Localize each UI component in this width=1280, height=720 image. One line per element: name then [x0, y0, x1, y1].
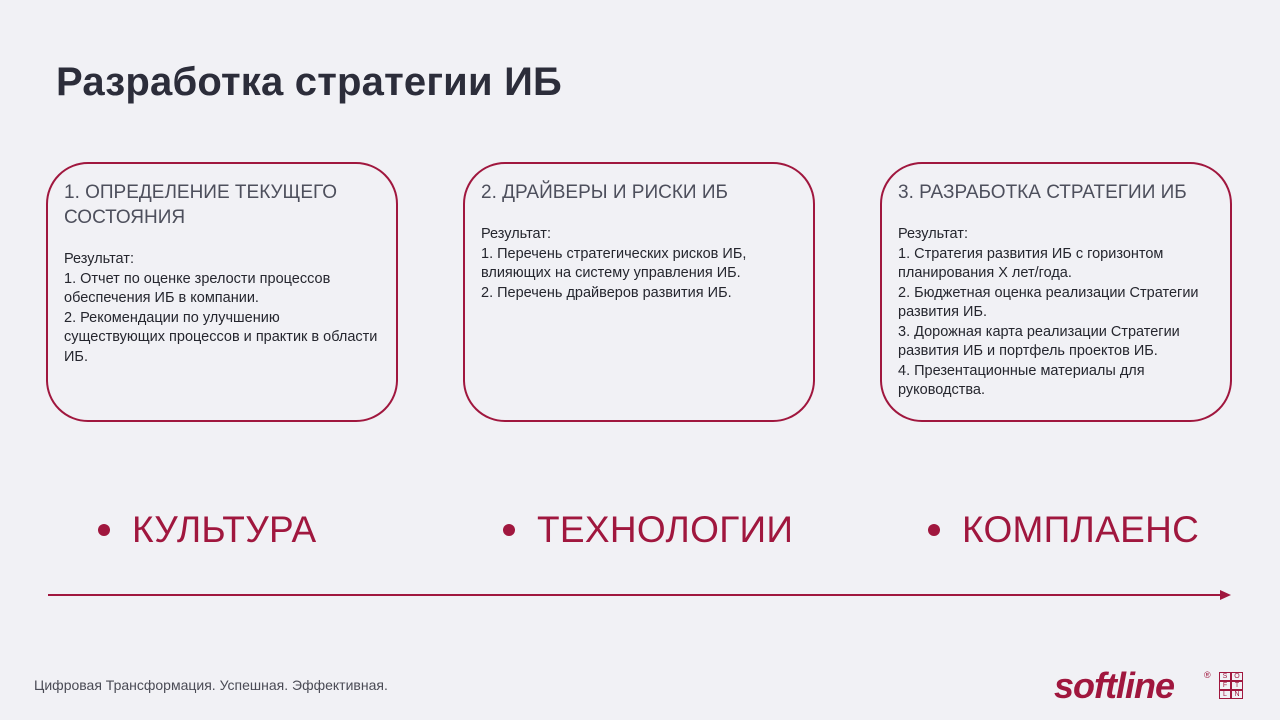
bullet-dot-icon [503, 524, 515, 536]
pillar-technologies [503, 506, 793, 554]
card-line: Результат: [481, 226, 551, 242]
stage-card-strategy-development [880, 162, 1232, 422]
logo-letter-box [1219, 672, 1243, 700]
pillar-compliance [928, 506, 1199, 554]
card-line: 1. Стратегия развития ИБ с горизонтом планирования X лет/года. [898, 245, 1164, 281]
pillar-label: ТЕХНОЛОГИИ [537, 509, 794, 550]
bullet-dot-icon [98, 524, 110, 536]
logo-box-letter: S [1219, 672, 1231, 681]
logo-box-letter: F [1219, 681, 1231, 690]
card-line: 2. Перечень драйверов развития ИБ. [481, 284, 732, 301]
card-heading: 3. РАЗРАБОТКА СТРАТЕГИИ ИБ [898, 182, 1187, 203]
pillar-label: КУЛЬТУРА [132, 509, 317, 550]
card-line: 1. Перечень стратегических рисков ИБ, влияющих на систему управления ИБ. [481, 245, 747, 281]
card-body [481, 225, 801, 303]
softline-logo [1054, 666, 1174, 706]
card-heading: 1. ОПРЕДЕЛЕНИЕ ТЕКУЩЕГО СОСТОЯНИЯ [64, 182, 338, 228]
timeline-line [48, 594, 1222, 596]
card-line: 2. Бюджетная оценка реализации Стратегии развития ИБ. [898, 284, 1199, 320]
bullet-dot-icon [928, 524, 940, 536]
logo-box-letter: L [1219, 690, 1231, 699]
stage-card-drivers-risks [463, 162, 815, 422]
card-line: 4. Презентационные материалы для руководства. [898, 362, 1145, 398]
logo-box-letter: O [1231, 672, 1243, 681]
card-line: 2. Рекомендации по улучшению существующих процессов и практик в области ИБ. [64, 309, 378, 365]
logo-box-letter: T [1231, 681, 1243, 690]
footer-tagline: Цифровая Трансформация. Успешная. Эффективная. [34, 677, 388, 693]
arrow-right-icon [1220, 590, 1231, 600]
registered-mark: ® [1204, 670, 1211, 680]
card-body [898, 225, 1218, 401]
card-line: 3. Дорожная карта реализации Стратегии развития ИБ и портфель проектов ИБ. [898, 323, 1180, 359]
slide-title: Разработка стратегии ИБ [56, 60, 562, 104]
card-line: 1. Отчет по оценке зрелости процессов обеспечения ИБ в компании. [64, 270, 331, 306]
logo-box-letter: N [1231, 690, 1243, 699]
pillar-label: КОМПЛАЕНС [962, 509, 1200, 550]
pillar-culture [98, 506, 317, 554]
stage-card-current-state [46, 162, 398, 422]
card-heading: 2. ДРАЙВЕРЫ И РИСКИ ИБ [481, 182, 728, 203]
card-line: Результат: [64, 251, 134, 267]
card-line: Результат: [898, 226, 968, 242]
logo-wordmark: softline [1054, 665, 1175, 706]
card-body [64, 250, 384, 367]
